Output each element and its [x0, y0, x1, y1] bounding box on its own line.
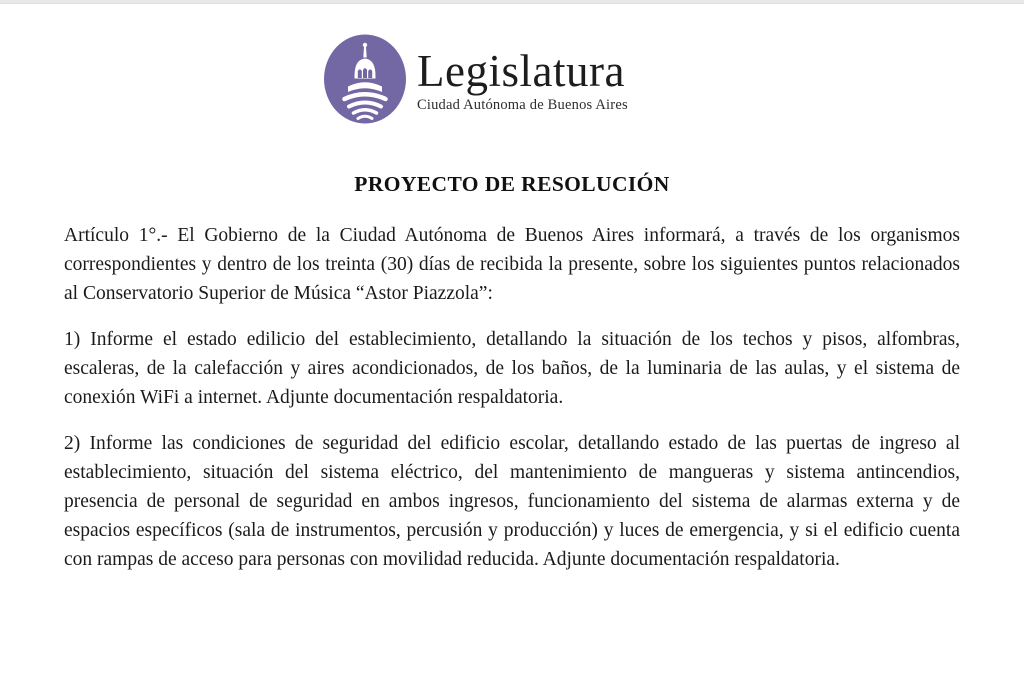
paragraph-item-1: 1) Informe el estado edilicio del establecimiento, detallando la situación de los techos y pisos, alfombras, escaleras, de la calefacción y aires acondicionados, de los baños, de la luminaria de las aulas, y el sistema de conexión WiFi a internet. Adjunte documentación respaldatoria. [64, 329, 960, 408]
logo-subtitle: Ciudad Autónoma de Buenos Aires [417, 96, 628, 113]
logo-text-block [417, 44, 628, 113]
legislatura-logo [322, 33, 628, 125]
legislatura-emblem-icon [322, 33, 408, 125]
document-body [0, 221, 1024, 574]
document-title: PROYECTO DE RESOLUCIÓN [354, 172, 670, 196]
logo-wordmark: Legislatura [417, 46, 625, 97]
dome-windows [358, 68, 372, 78]
paragraph-articulo-1: Artículo 1°.- El Gobierno de la Ciudad Autónoma de Buenos Aires informará, a través de los organismos correspondientes y dentro de los treinta (30) días de recibida la presente, sobre los siguientes puntos relacionados al Conservatorio Superior de Música “Astor Piazzola”: [64, 225, 960, 304]
paragraph-item-2: 2) Informe las condiciones de seguridad del edificio escolar, detallando estado de las puertas de ingreso al establecimiento, situación del sistema eléctrico, del mantenimiento de mangueras y sistema antincendios, presencia de personal de seguridad en ambos ingresos, funcionamiento del sistema de alarmas externa y de espacios específicos (sala de instrumentos, percusión y producción) y luces de emergencia, y si el edificio cuenta con rampas de acceso para personas con movilidad reducida. Adjunte documentación respaldatoria. [64, 433, 960, 570]
window-top-edge [0, 0, 1024, 4]
